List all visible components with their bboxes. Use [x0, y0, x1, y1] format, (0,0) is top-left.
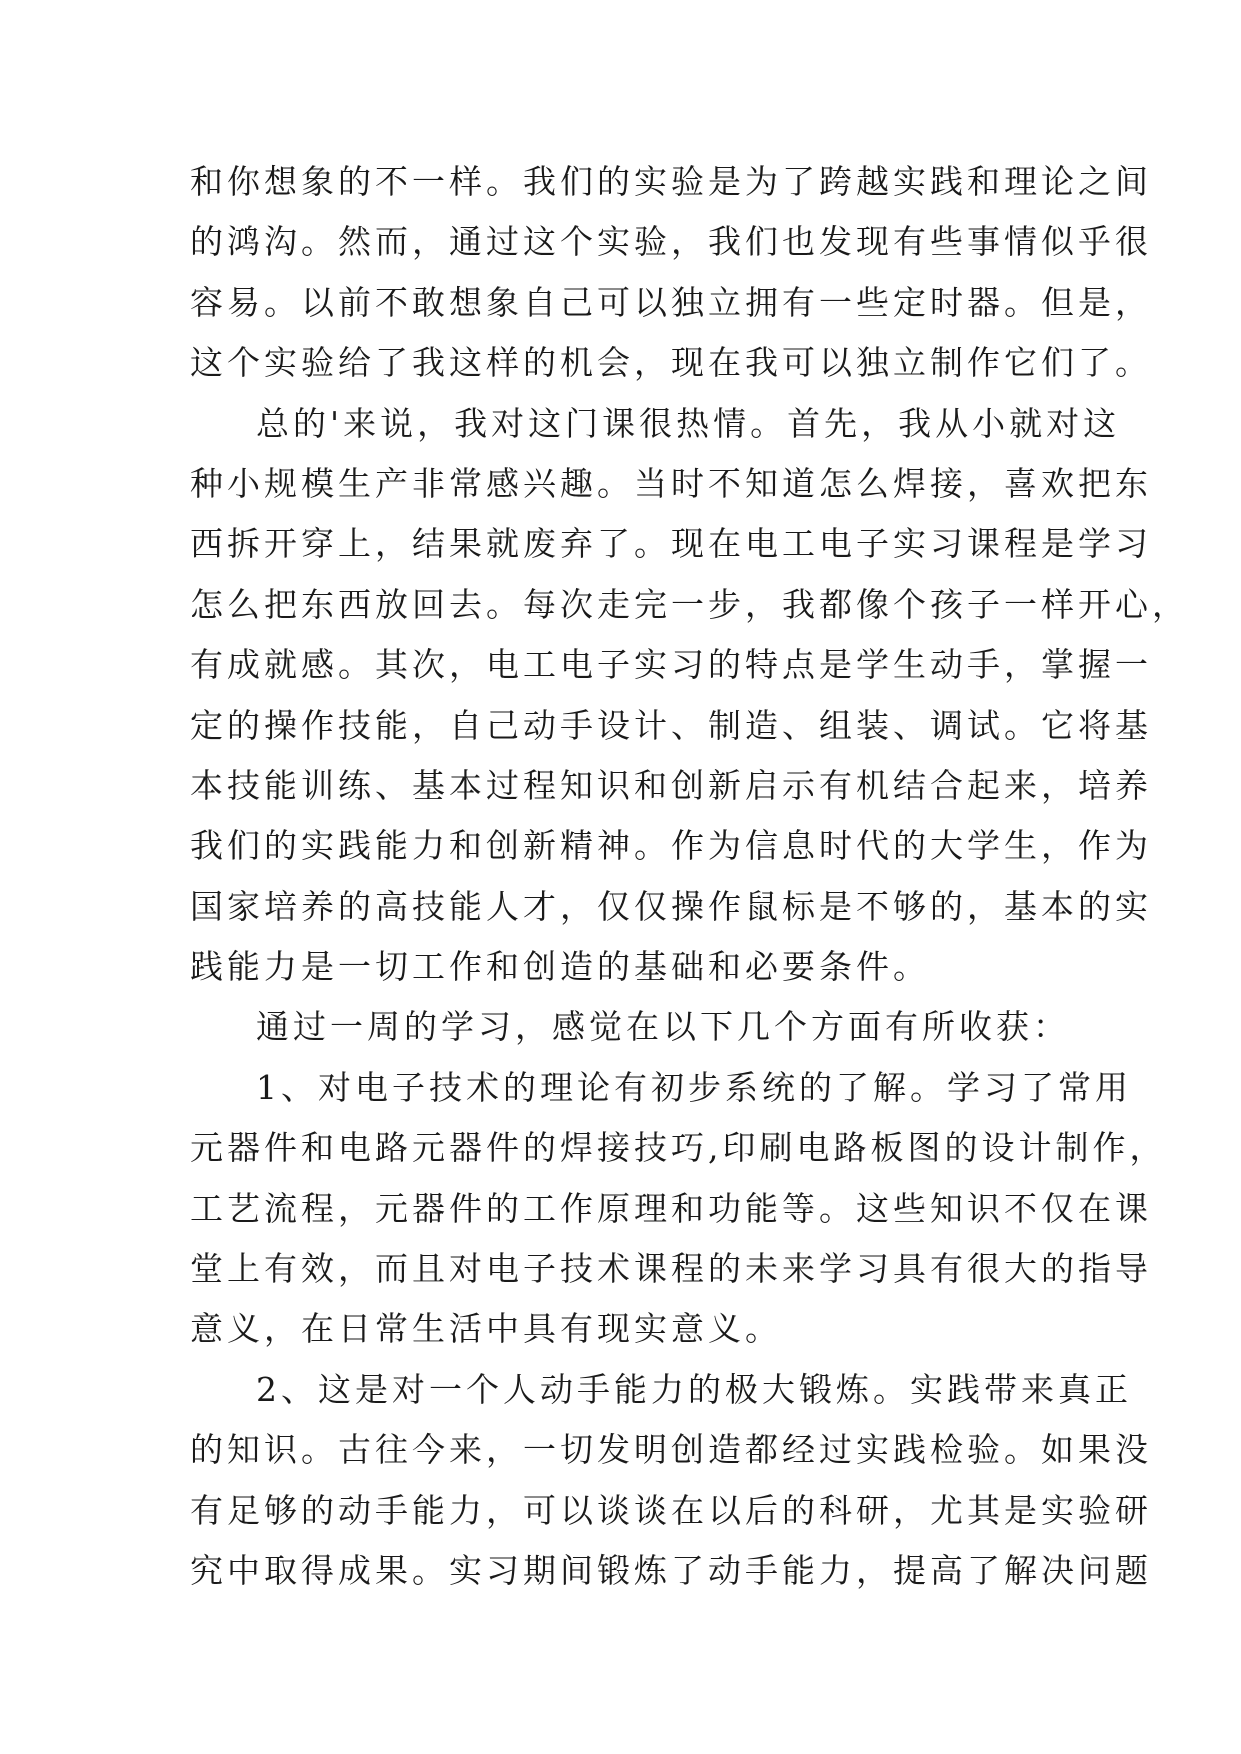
text-line: 元器件和电路元器件的焊接技巧,印刷电路板图的设计制作，	[190, 1128, 1167, 1168]
text-line: 有成就感。其次，电工电子实习的特点是学生动手，掌握一	[190, 645, 1152, 685]
text-line: 究中取得成果。实习期间锻炼了动手能力，提高了解决问题	[190, 1550, 1152, 1590]
text-line: 践能力是一切工作和创造的基础和必要条件。	[190, 947, 930, 987]
text-line: 国家培养的高技能人才，仅仅操作鼠标是不够的，基本的实	[190, 886, 1152, 926]
text-line: 西拆开穿上，结果就废弃了。现在电工电子实习课程是学习	[190, 524, 1152, 564]
text-line: 工艺流程，元器件的工作原理和功能等。这些知识不仅在课	[190, 1188, 1152, 1228]
paragraph-start-line: 2、这是对一个人动手能力的极大锻炼。实践带来真正	[256, 1369, 1132, 1409]
text-line: 的鸿沟。然而，通过这个实验，我们也发现有些事情似乎很	[190, 222, 1152, 262]
text-line: 怎么把东西放回去。每次走完一步，我都像个孩子一样开心，	[190, 584, 1189, 624]
text-line: 有足够的动手能力，可以谈谈在以后的科研，尤其是实验研	[190, 1490, 1152, 1530]
text-line: 种小规模生产非常感兴趣。当时不知道怎么焊接，喜欢把东	[190, 463, 1152, 503]
text-line: 这个实验给了我这样的机会，现在我可以独立制作它们了。	[190, 343, 1152, 383]
text-line: 定的操作技能，自己动手设计、制造、组装、调试。它将基	[190, 705, 1152, 745]
text-line: 和你想象的不一样。我们的实验是为了跨越实践和理论之间	[190, 162, 1152, 201]
text-line: 堂上有效，而且对电子技术课程的未来学习具有很大的指导	[190, 1249, 1152, 1289]
body-text	[190, 152, 1189, 1601]
paragraph-start-line: 1、对电子技术的理论有初步系统的了解。学习了常用	[256, 1067, 1132, 1107]
text-line: 我们的实践能力和创新精神。作为信息时代的大学生，作为	[190, 826, 1152, 866]
text-line: 的知识。古往今来，一切发明创造都经过实践检验。如果没	[190, 1430, 1152, 1470]
text-line: 意义，在日常生活中具有现实意义。	[190, 1309, 782, 1349]
text-line: 本技能训练、基本过程知识和创新启示有机结合起来，培养	[190, 765, 1152, 805]
paragraph-start-line: 总的'来说，我对这门课很热情。首先，我从小就对这	[256, 403, 1121, 443]
paragraph-start-line: 通过一周的学习，感觉在以下几个方面有所收获：	[256, 1007, 1070, 1047]
text-line: 容易。以前不敢想象自己可以独立拥有一些定时器。但是，	[190, 282, 1152, 322]
